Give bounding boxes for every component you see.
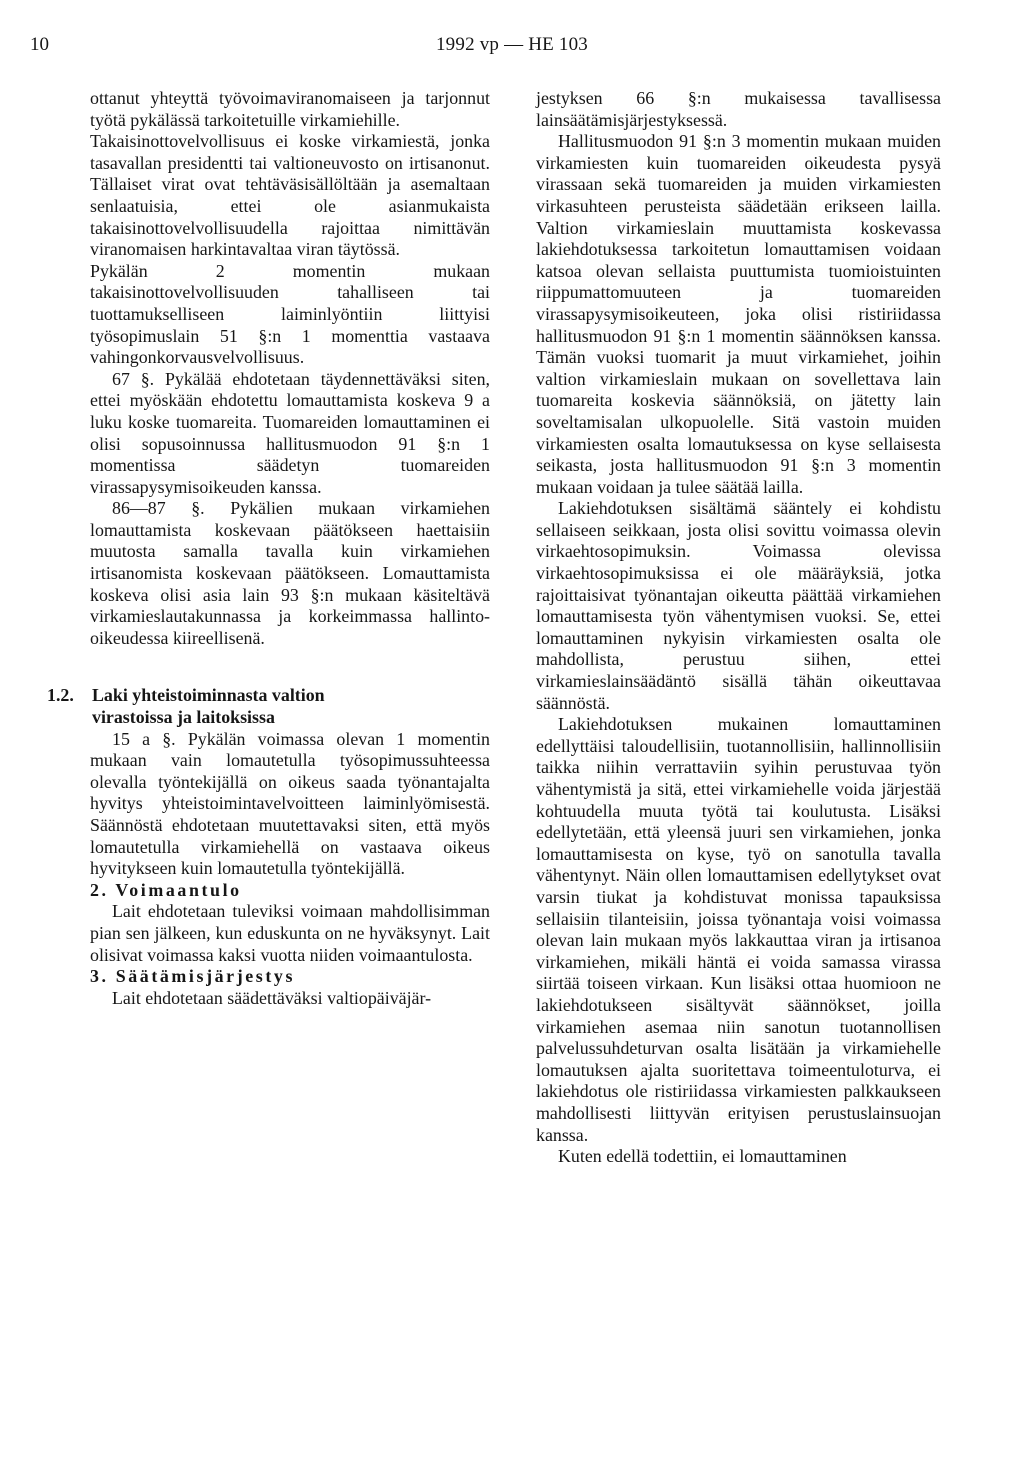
section-title: Laki yhteistoiminnasta valtion virastoissa ja laitoksissa xyxy=(92,685,325,728)
paragraph: Pykälän 2 momentin mukaan takaisinottovelvollisuuden tahalliseen tai tuottamukselliseen laiminlyöntiin liittyisi työsopimuslain 51 §:n 1 momenttia vastaava vahingonkorvausvelvollisuus. xyxy=(90,260,490,368)
running-head: 1992 vp — HE 103 xyxy=(435,34,589,55)
section-heading-2: 2. Voimaantulo xyxy=(90,879,242,900)
page-number: 10 xyxy=(30,34,49,55)
paragraph: Lait ehdotetaan tuleviksi voimaan mahdollisimman pian sen jälkeen, kun eduskunta on ne hyväksynyt. Lait olisivat voimassa kaksi vuotta niiden voimaantulosta. xyxy=(90,901,490,965)
paragraph: 15 a §. Pykälän voimassa olevan 1 momentin mukaan vain lomautetulla työsopimussuhteessa olevalla työntekijällä on oikeus saada työnantajalta hyvitys yhteistoimintavelvoitteen laiminlyömisestä. Säännöstä ehdotetaan muutettavaksi siten, että myös lomautetulla virkamiehellä on vastaava oikeus hyvitykseen kuin lomautetulla työntekijällä. xyxy=(90,728,490,879)
paragraph: 86—87 §. Pykälien mukaan virkamiehen lomauttamista koskevaan päätökseen haettaisiin muutosta samalla tavalla kuin virkamiehen irtisanomista koskevaan päätökseen. Lomauttamista koskeva olisi asia lain 93 §:n mukaan käsiteltävä virkamieslautakunnassa ja korkeimmassa hallinto-oikeudessa kiireellisenä. xyxy=(90,498,490,648)
section-heading-1-2 xyxy=(47,685,490,728)
paragraph: ottanut yhteyttä työvoimaviranomaiseen ja tarjonnut työtä pykälässä tarkoitetuille virkamiehille. xyxy=(90,88,490,130)
paragraph: 67 §. Pykälää ehdotetaan täydennettäväksi siten, ettei myöskään ehdotettu lomauttamista koskeva 9 a luku koske tuomareita. Tuomareiden lomauttaminen ei olisi sopusoinnussa hallitusmuodon 91 §:n 1 momentissa säädetyn tuomareiden virassapysymisoikeuden kanssa. xyxy=(90,368,490,497)
paragraph: jestyksen 66 §:n mukaisessa tavallisessa lainsäätämisjärjestyksessä. xyxy=(536,88,941,130)
left-column xyxy=(47,88,490,1009)
paragraph: Kuten edellä todettiin, ei lomauttaminen xyxy=(558,1146,847,1167)
paragraph: Hallitusmuodon 91 §:n 3 momentin mukaan muiden virkamiesten kuin tuomareiden oikeudesta pysyä virassaan sekä tuomareiden ja muiden virkamiesten virkasuhteen perusteista säädetään erikseen lailla. Valtion virkamieslain muuttamista koskevassa lakiehdotuksessa tarkoitetun lomauttamisen voidaan katsoa olevan sellaista puuttumista tuomioistuinten riippumattomuuteen ja tuomareiden virassapysymisoikeuteen, joka olisi ristiriidassa hallitusmuodon 91 §:n 1 momentin säännöksen kanssa. Tämän vuoksi tuomarit ja muut virkamiehet, joihin valtion virkamieslain mukaan on sovellettava lain tuomareita koskevia säännöksiä, on jätetty lain soveltamisalan ulkopuolelle. Sitä vastoin muiden virkamiesten osalta lomautuksessa on kyse sellaisesta seikasta, josta hallitusmuodon 91 §:n 3 momentin mukaan voidaan ja tulee säätää lailla. xyxy=(536,131,941,497)
right-column xyxy=(536,88,941,1168)
paragraph: Lakiehdotuksen mukainen lomauttaminen edellyttäisi taloudellisiin, tuotannollisiin, hallinnollisiin taikka niihin verrattaviin syihin perustuvaa työn vähentymistä ja sitä, ettei virkamiehelle voida järjestää kohtuudella muuta työtä tai koulutusta. Lisäksi edellytetään, että yleensä juuri sen virkamiehen, jonka lomauttamisesta on kyse, työ on sanotulla tavalla vähentynyt. Näin ollen lomauttamisen edellytykset ovat varsin tiukat ja kohdistuvat monissa tapauksissa sellaisiin tilanteisiin, joissa työnantaja voisi voimassa olevan lain mukaan myös lakkauttaa viran ja irtisanoa virkamiehen, mikäli häntä ei voida samassa virassa siirtää toiseen virkaan. Kun lisäksi ottaa huomioon ne lakiehdotukseen sisältyvät säännökset, joilla virkamiehen asemaa niin sanotun tuotannollisen palvelussuhdeturvan osalta lisätään ja virkamiehelle lomautuksen ajalta suoritettava toimeentuloturva, ei lakiehdotus ole ristiriidassa virkamiesten palkkaukseen mahdollisesti liittyvän erityisen perustuslainsuojan kanssa. xyxy=(536,714,941,1145)
paragraph: Lait ehdotetaan säädettäväksi valtiopäiväjär- xyxy=(112,987,432,1008)
section-number: 1.2. xyxy=(47,685,74,706)
section-heading-3: 3. Säätämisjärjestys xyxy=(90,966,296,987)
paragraph: Lakiehdotuksen sisältämä sääntely ei kohdistu sellaiseen seikkaan, josta olisi sovittu voimassa olevin virkaehtosopimuksin. Voimassa olevissa virkaehtosopimuksissa ei ole määräyksiä, jotka rajoittaisivat työnantajan oikeutta päättää virkamiehen lomauttamisesta työn vähentymisen vuoksi. Se, ettei lomauttaminen nykyisin virkamiesten osalta ole mahdollista, perustuu siihen, ettei virkamieslainsäädäntö sisällä tähän oikeuttavaa säännöstä. xyxy=(536,498,941,713)
paragraph: Takaisinottovelvollisuus ei koske virkamiestä, jonka tasavallan presidentti tai valtioneuvosto on irtisanonut. Tällaiset virat ovat tehtäväsisällöltään ja asemaltaan senlaatuisia, ettei ole asianmukaista takaisinottovelvollisuudella rajoittaa nimittävän viranomaisen harkintavaltaa viran täytössä. xyxy=(90,131,490,260)
